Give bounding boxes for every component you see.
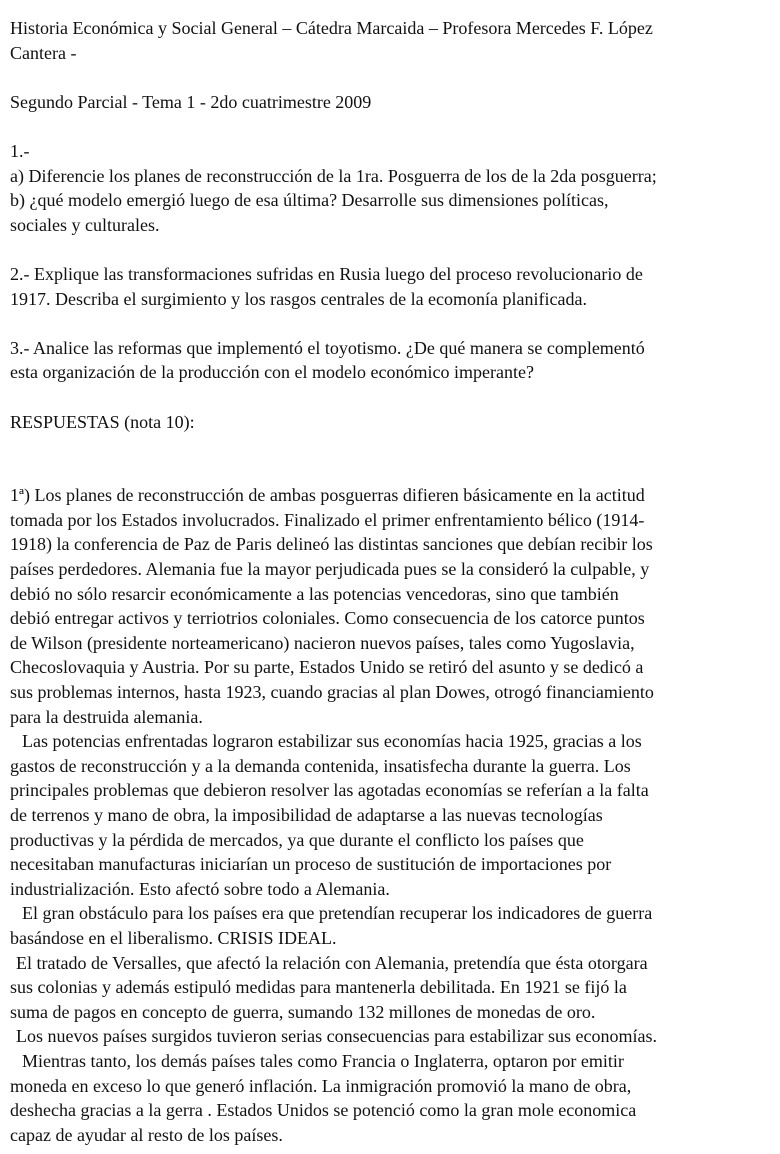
answer-line: sus problemas internos, hasta 1923, cuando gracias al plan Dowes, otrogó financiamiento [10, 682, 654, 703]
answer-line: moneda en exceso lo que generó inflación. La inmigración promovió la mano de obra, [10, 1075, 632, 1096]
answer-line: productivas y la pérdida de mercados, ya que durante el conflicto los países que [10, 829, 584, 850]
answer-line: sus colonias y además estipuló medidas para mantenerla debilitada. En 1921 se fijó la [10, 977, 627, 998]
exam-title: Segundo Parcial - Tema 1 - 2do cuatrimestre 2009 [10, 91, 372, 112]
answer-line: suma de pagos en concepto de guerra, sumando 132 millones de monedas de oro. [10, 1001, 596, 1022]
answers-heading: RESPUESTAS (nota 10): [10, 411, 195, 432]
question-1a: a) Diferencie los planes de reconstrucción de la 1ra. Posguerra de los de la 2da posguerra; [10, 165, 657, 186]
answer-line: Las potencias enfrentadas lograron estabilizar sus economías hacia 1925, gracias a los [22, 731, 642, 752]
document-page [10, 16, 774, 1147]
answer-line: necesitaban manufacturas iniciarían un proceso de sustitución de importaciones por [10, 854, 612, 875]
answer-line: para la destruida alemania. [10, 706, 203, 727]
answer-line: 1ª) Los planes de reconstrucción de ambas posguerras difieren básicamente en la actitud [10, 485, 645, 506]
answer-line: deshecha gracias a la gerra . Estados Unidos se potenció como la gran mole economica [10, 1100, 637, 1121]
answer-line: tomada por los Estados involucrados. Finalizado el primer enfrentamiento bélico (1914- [10, 509, 645, 530]
answer-line: países perdedores. Alemania fue la mayor perjudicada pues se la consideró la culpable, y [10, 559, 650, 580]
question-3-line-1: 3.- Analice las reformas que implementó el toyotismo. ¿De qué manera se complementó [10, 337, 645, 358]
question-1-number: 1.- [10, 140, 30, 161]
answer-line: Los nuevos países surgidos tuvieron serias consecuencias para estabilizar sus economías. [16, 1026, 657, 1047]
answer-line: El gran obstáculo para los países era que pretendían recuperar los indicadores de guerra [22, 903, 653, 924]
answer-line: 1918) la conferencia de Paz de Paris delineó las distintas sanciones que debían recibir los [10, 534, 653, 555]
answer-line: de terrenos y mano de obra, la imposibilidad de adaptarse a las nuevas tecnologías [10, 805, 603, 825]
header-line-1: Historia Económica y Social General – Cátedra Marcaida – Profesora Mercedes F. López [10, 18, 653, 38]
answer-line: debió no sólo resarcir económicamente a las potencias vencedoras, sino que también [10, 583, 619, 604]
answer-line: de Wilson (presidente norteamericano) nacieron nuevos países, tales como Yugoslavia, [10, 632, 635, 653]
question-1b-line-2: sociales y culturales. [10, 214, 160, 235]
answer-line: principales problemas que debieron resolver las agotadas economías se referían a la falta [10, 780, 649, 801]
question-2-line-2: 1917. Describa el surgimiento y los rasgos centrales de la ecomonía planificada. [10, 288, 587, 309]
question-2-line-1: 2.- Explique las transformaciones sufridas en Rusia luego del proceso revolucionario de [10, 263, 643, 284]
question-3-line-2: esta organización de la producción con el modelo económico imperante? [10, 362, 534, 383]
answer-line: industrialización. Esto afectó sobre todo a Alemania. [10, 878, 390, 899]
answer-line: debió entregar activos y terriotrios coloniales. Como consecuencia de los catorce puntos [10, 608, 645, 629]
answer-body [10, 483, 774, 1147]
answer-line: Checoslovaquia y Austria. Por su parte, Estados Unido se retiró del asunto y se dedicó a [10, 657, 644, 678]
answer-line: capaz de ayudar al resto de los países. [10, 1124, 283, 1145]
answer-line: El tratado de Versalles, que afectó la relación con Alemania, pretendía que ésta otorgara [16, 952, 648, 973]
answer-line: gastos de reconstrucción y a la demanda contenida, insatisfecha durante la guerra. Los [10, 755, 631, 776]
answer-line: Mientras tanto, los demás países tales como Francia o Inglaterra, optaron por emitir [22, 1050, 624, 1071]
question-1b-line-1: b) ¿qué modelo emergió luego de esa última? Desarrolle sus dimensiones políticas, [10, 190, 609, 211]
header-line-2: Cantera - [10, 42, 77, 63]
answer-line: basándose en el liberalismo. CRISIS IDEAL. [10, 927, 337, 948]
